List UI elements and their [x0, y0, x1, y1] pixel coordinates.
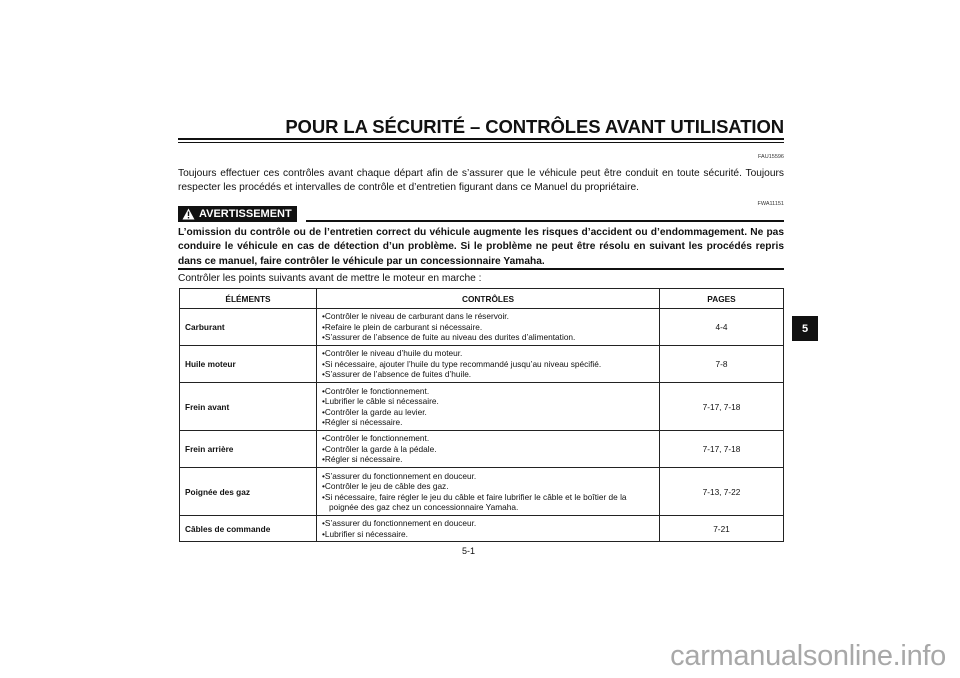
- control-item: • Si nécessaire, faire régler le jeu du câble et faire lubrifier le câble et le boîtier de la poignée des gaz chez un concessionnaire Yamaha.: [322, 492, 654, 513]
- table-row: [180, 383, 784, 431]
- controls-cell: [317, 309, 660, 346]
- pages-cell: 4-4: [660, 309, 784, 346]
- control-item: • Contrôler le fonctionnement.: [322, 433, 654, 444]
- controls-cell: [317, 346, 660, 383]
- column-header-pages: PAGES: [660, 289, 784, 309]
- control-item: • Contrôler le fonctionnement.: [322, 386, 654, 397]
- warning-end-rule: [178, 268, 784, 270]
- chapter-tab: 5: [792, 316, 818, 341]
- control-item: • S’assurer de l’absence de fuites d’huile.: [322, 369, 654, 380]
- table-row: [180, 516, 784, 542]
- element-cell: Câbles de commande: [180, 516, 317, 542]
- control-item: • S’assurer du fonctionnement en douceur.: [322, 471, 654, 482]
- warning-header: [178, 206, 784, 222]
- table-row: [180, 309, 784, 346]
- section-code: FAU15596: [758, 154, 784, 160]
- control-item: • Contrôler la garde au levier.: [322, 407, 654, 418]
- lead-text: Contrôler les points suivants avant de mettre le moteur en marche :: [178, 273, 482, 284]
- page-title: POUR LA SÉCURITÉ – CONTRÔLES AVANT UTILISATION: [285, 116, 784, 137]
- warning-text: L’omission du contrôle ou de l’entretien correct du véhicule augmente les risques d’accident ou d’endommagement. Ne pas conduire le véhicule en cas de détection d’un problème. Si le problème ne peut être résolu en suivant les procédés repris dans ce manuel, faire contrôler le véhicule par un concessionnaire Yamaha.: [178, 227, 784, 267]
- controls-cell: [317, 516, 660, 542]
- controls-cell: [317, 383, 660, 431]
- control-item: • S’assurer de l’absence de fuite au niveau des durites d’alimentation.: [322, 332, 654, 343]
- watermark: carmanualsonline.info: [670, 640, 946, 672]
- control-item: • Lubrifier le câble si nécessaire.: [322, 396, 654, 407]
- element-cell: Frein avant: [180, 383, 317, 431]
- controls-cell: [317, 468, 660, 516]
- element-cell: Poignée des gaz: [180, 468, 317, 516]
- table-row: [180, 468, 784, 516]
- column-header-controls: CONTRÔLES: [317, 289, 660, 309]
- column-header-elements: ÉLÉMENTS: [180, 289, 317, 309]
- element-cell: Frein arrière: [180, 431, 317, 468]
- control-item: • Lubrifier si nécessaire.: [322, 529, 654, 540]
- controls-cell: [317, 431, 660, 468]
- table-header-row: [180, 289, 784, 309]
- control-item: • Refaire le plein de carburant si nécessaire.: [322, 322, 654, 333]
- control-item: • Contrôler le niveau d’huile du moteur.: [322, 348, 654, 359]
- pages-cell: 7-13, 7-22: [660, 468, 784, 516]
- control-item: • Régler si nécessaire.: [322, 454, 654, 465]
- title-rule: [178, 138, 784, 140]
- warning-triangle-icon: [182, 208, 195, 220]
- control-item: • Contrôler le niveau de carburant dans le réservoir.: [322, 311, 654, 322]
- control-item: • Si nécessaire, ajouter l’huile du type recommandé jusqu’au niveau spécifié.: [322, 359, 654, 370]
- table-row: [180, 346, 784, 383]
- pages-cell: 7-17, 7-18: [660, 383, 784, 431]
- pages-cell: 7-21: [660, 516, 784, 542]
- warning-badge: [178, 206, 297, 222]
- element-cell: Huile moteur: [180, 346, 317, 383]
- control-item: • Régler si nécessaire.: [322, 417, 654, 428]
- pages-cell: 7-8: [660, 346, 784, 383]
- control-item: • Contrôler le jeu de câble des gaz.: [322, 481, 654, 492]
- warning-label: AVERTISSEMENT: [199, 208, 292, 220]
- table-row: [180, 431, 784, 468]
- intro-paragraph: Toujours effectuer ces contrôles avant chaque départ afin de s’assurer que le véhicule peut être conduit en toute sécurité. Toujours respecter les procédés et intervalles de contrôle et d’entretien figurant dans ce Manuel du propriétaire.: [178, 168, 784, 193]
- pages-cell: 7-17, 7-18: [660, 431, 784, 468]
- control-item: • Contrôler la garde à la pédale.: [322, 444, 654, 455]
- control-item: • S’assurer du fonctionnement en douceur.: [322, 518, 654, 529]
- title-rule-thin: [178, 142, 784, 143]
- warning-code: FWA11151: [757, 201, 784, 207]
- warning-rule: [306, 220, 784, 222]
- checklist-table: [179, 288, 784, 542]
- page-number: 5-1: [462, 546, 476, 556]
- element-cell: Carburant: [180, 309, 317, 346]
